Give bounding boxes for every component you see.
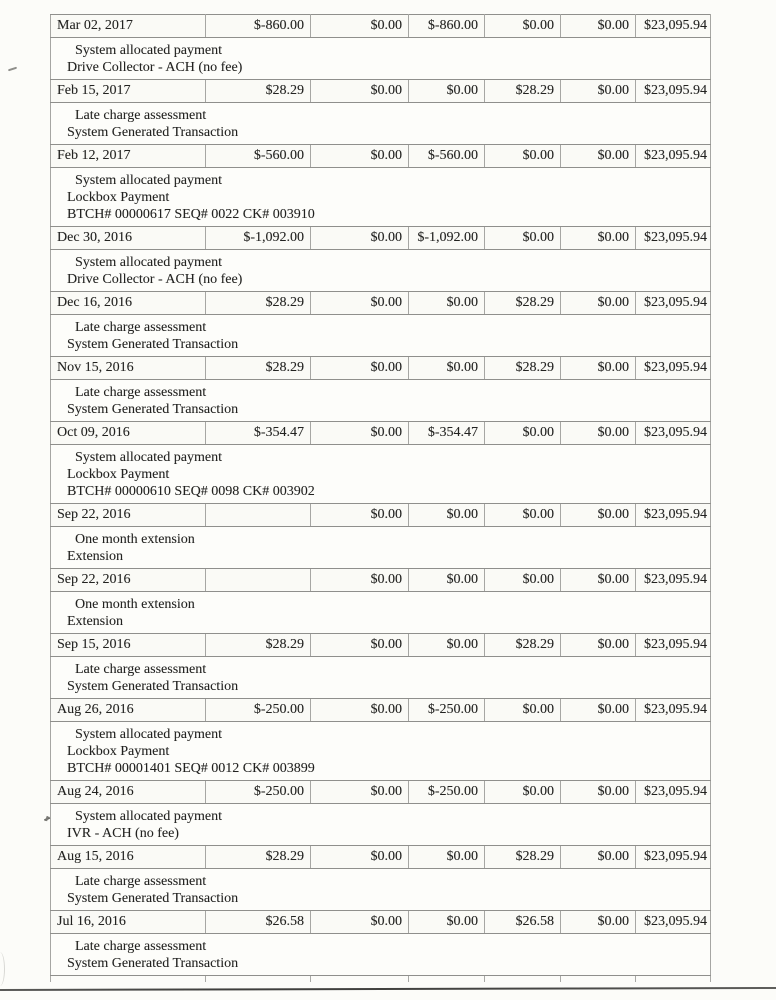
description-line: System Generated Transaction <box>67 679 239 694</box>
running-balance: $23,095.94 <box>636 80 711 103</box>
running-balance: $23,095.94 <box>636 422 711 445</box>
transaction-description-row <box>51 657 711 699</box>
amount-col-4: $28.29 <box>485 80 561 103</box>
amount-col-2: $0.00 <box>311 145 409 168</box>
transaction-row <box>51 504 711 527</box>
transaction-amount <box>206 504 311 527</box>
running-balance: $23,095.94 <box>636 15 711 38</box>
transaction-amount <box>206 569 311 592</box>
transaction-row <box>51 80 711 103</box>
transaction-amount: $-560.00 <box>206 145 311 168</box>
description-line: BTCH# 00001401 SEQ# 0012 CK# 003899 <box>67 761 315 776</box>
transaction-description <box>51 380 711 422</box>
transaction-date: Dec 16, 2016 <box>51 292 206 315</box>
amount-col-5: $0.00 <box>561 781 636 804</box>
description-line: BTCH# 00000617 SEQ# 0022 CK# 003910 <box>67 207 315 222</box>
transaction-date: Feb 15, 2017 <box>51 80 206 103</box>
amount-col-2: $0.00 <box>311 846 409 869</box>
amount-col-4: $28.29 <box>485 292 561 315</box>
transaction-date: Dec 30, 2016 <box>51 227 206 250</box>
description-line: System allocated payment <box>75 173 222 188</box>
amount-col-2: $0.00 <box>311 699 409 722</box>
transaction-row <box>51 569 711 592</box>
transaction-date: Mar 02, 2017 <box>51 15 206 38</box>
transaction-description-row <box>51 869 711 911</box>
amount-col-3: $0.00 <box>409 911 485 934</box>
transaction-description-row <box>51 38 711 80</box>
description-line: System allocated payment <box>75 727 222 742</box>
transaction-description-row <box>51 722 711 781</box>
transaction-amount: $28.29 <box>206 846 311 869</box>
amount-col-4: $28.29 <box>485 634 561 657</box>
description-line: System Generated Transaction <box>67 402 239 417</box>
amount-col-5: $0.00 <box>561 227 636 250</box>
transaction-row <box>51 145 711 168</box>
amount-col-5: $0.00 <box>561 699 636 722</box>
transaction-description <box>51 103 711 145</box>
amount-col-4: $28.29 <box>485 357 561 380</box>
transaction-amount: $28.29 <box>206 80 311 103</box>
amount-col-3: $0.00 <box>409 357 485 380</box>
partial-row-cell <box>561 976 636 982</box>
description-line: System Generated Transaction <box>67 956 239 971</box>
amount-col-4: $0.00 <box>485 699 561 722</box>
transaction-description-row <box>51 445 711 504</box>
running-balance: $23,095.94 <box>636 781 711 804</box>
amount-col-4: $0.00 <box>485 569 561 592</box>
transaction-description <box>51 445 711 504</box>
transaction-description <box>51 869 711 911</box>
transaction-date: Sep 22, 2016 <box>51 504 206 527</box>
amount-col-5: $0.00 <box>561 569 636 592</box>
amount-col-2: $0.00 <box>311 227 409 250</box>
transaction-description <box>51 804 711 846</box>
transaction-description <box>51 38 711 80</box>
transaction-date: Sep 15, 2016 <box>51 634 206 657</box>
amount-col-5: $0.00 <box>561 911 636 934</box>
description-line: Late charge assessment <box>75 939 207 954</box>
amount-col-3: $-250.00 <box>409 781 485 804</box>
amount-col-5: $0.00 <box>561 357 636 380</box>
amount-col-4: $0.00 <box>485 781 561 804</box>
running-balance: $23,095.94 <box>636 569 711 592</box>
amount-col-2: $0.00 <box>311 781 409 804</box>
description-line: System allocated payment <box>75 450 222 465</box>
description-line: System allocated payment <box>75 255 222 270</box>
amount-col-3: $0.00 <box>409 80 485 103</box>
description-line: One month extension <box>75 532 195 547</box>
transaction-date: Feb 12, 2017 <box>51 145 206 168</box>
partial-row-cell <box>636 976 711 982</box>
transaction-description-row <box>51 315 711 357</box>
amount-col-5: $0.00 <box>561 292 636 315</box>
amount-col-5: $0.00 <box>561 504 636 527</box>
amount-col-4: $0.00 <box>485 227 561 250</box>
amount-col-3: $0.00 <box>409 292 485 315</box>
partial-row-cell <box>311 976 409 982</box>
amount-col-2: $0.00 <box>311 15 409 38</box>
partial-next-row <box>51 976 711 982</box>
transaction-description <box>51 168 711 227</box>
description-line: Drive Collector - ACH (no fee) <box>67 60 243 75</box>
amount-col-3: $-250.00 <box>409 699 485 722</box>
transaction-amount: $26.58 <box>206 911 311 934</box>
amount-col-2: $0.00 <box>311 911 409 934</box>
amount-col-2: $0.00 <box>311 80 409 103</box>
amount-col-4: $28.29 <box>485 846 561 869</box>
amount-col-5: $0.00 <box>561 80 636 103</box>
transaction-amount: $-354.47 <box>206 422 311 445</box>
running-balance: $23,095.94 <box>636 634 711 657</box>
amount-col-4: $26.58 <box>485 911 561 934</box>
transaction-amount: $28.29 <box>206 292 311 315</box>
amount-col-2: $0.00 <box>311 634 409 657</box>
description-line: Extension <box>67 614 123 629</box>
transaction-history-table <box>50 14 711 982</box>
transaction-description-row <box>51 527 711 569</box>
transaction-row <box>51 227 711 250</box>
description-line: System Generated Transaction <box>67 125 239 140</box>
transaction-date: Aug 15, 2016 <box>51 846 206 869</box>
transaction-description <box>51 934 711 976</box>
description-line: Lockbox Payment <box>67 190 170 205</box>
transaction-description-row <box>51 250 711 292</box>
scan-artifact-asterisk-mark <box>44 816 51 821</box>
transaction-description <box>51 592 711 634</box>
scan-artifact-corner-smudge <box>0 952 5 986</box>
description-line: System Generated Transaction <box>67 337 239 352</box>
transaction-row <box>51 781 711 804</box>
amount-col-3: $-860.00 <box>409 15 485 38</box>
amount-col-2: $0.00 <box>311 357 409 380</box>
scan-page-edge-line <box>0 987 776 991</box>
running-balance: $23,095.94 <box>636 357 711 380</box>
partial-row-cell <box>485 976 561 982</box>
description-line: Late charge assessment <box>75 662 207 677</box>
partial-row-cell <box>409 976 485 982</box>
partial-row-cell <box>51 976 206 982</box>
transaction-date: Jul 16, 2016 <box>51 911 206 934</box>
amount-col-3: $-560.00 <box>409 145 485 168</box>
transaction-description-row <box>51 592 711 634</box>
running-balance: $23,095.94 <box>636 699 711 722</box>
transaction-date: Sep 22, 2016 <box>51 569 206 592</box>
amount-col-4: $0.00 <box>485 504 561 527</box>
description-line: Extension <box>67 549 123 564</box>
transaction-description <box>51 250 711 292</box>
amount-col-3: $-1,092.00 <box>409 227 485 250</box>
amount-col-4: $0.00 <box>485 15 561 38</box>
transaction-row <box>51 357 711 380</box>
amount-col-5: $0.00 <box>561 422 636 445</box>
transaction-row <box>51 634 711 657</box>
running-balance: $23,095.94 <box>636 227 711 250</box>
transaction-row <box>51 292 711 315</box>
running-balance: $23,095.94 <box>636 292 711 315</box>
amount-col-5: $0.00 <box>561 145 636 168</box>
amount-col-5: $0.00 <box>561 634 636 657</box>
description-line: One month extension <box>75 597 195 612</box>
transaction-date: Nov 15, 2016 <box>51 357 206 380</box>
transaction-description-row <box>51 103 711 145</box>
transaction-row <box>51 699 711 722</box>
transaction-amount: $28.29 <box>206 634 311 657</box>
amount-col-3: $0.00 <box>409 846 485 869</box>
amount-col-2: $0.00 <box>311 504 409 527</box>
transaction-date: Aug 26, 2016 <box>51 699 206 722</box>
amount-col-4: $0.00 <box>485 422 561 445</box>
amount-col-4: $0.00 <box>485 145 561 168</box>
amount-col-3: $0.00 <box>409 634 485 657</box>
description-line: System allocated payment <box>75 809 222 824</box>
transaction-amount: $-860.00 <box>206 15 311 38</box>
transaction-row <box>51 422 711 445</box>
transaction-amount: $-250.00 <box>206 781 311 804</box>
description-line: Lockbox Payment <box>67 467 170 482</box>
amount-col-2: $0.00 <box>311 292 409 315</box>
description-line: Late charge assessment <box>75 385 207 400</box>
running-balance: $23,095.94 <box>636 911 711 934</box>
partial-row-cell <box>206 976 311 982</box>
transaction-row <box>51 911 711 934</box>
transaction-description-row <box>51 934 711 976</box>
amount-col-2: $0.00 <box>311 569 409 592</box>
amount-col-3: $0.00 <box>409 504 485 527</box>
transaction-description-row <box>51 380 711 422</box>
description-line: System allocated payment <box>75 43 222 58</box>
amount-col-3: $0.00 <box>409 569 485 592</box>
transaction-amount: $-250.00 <box>206 699 311 722</box>
running-balance: $23,095.94 <box>636 846 711 869</box>
transaction-date: Aug 24, 2016 <box>51 781 206 804</box>
description-line: Late charge assessment <box>75 108 207 123</box>
description-line: System Generated Transaction <box>67 891 239 906</box>
transaction-description <box>51 527 711 569</box>
transaction-description <box>51 657 711 699</box>
transaction-description <box>51 315 711 357</box>
amount-col-5: $0.00 <box>561 15 636 38</box>
description-line: Late charge assessment <box>75 320 207 335</box>
transaction-row <box>51 846 711 869</box>
running-balance: $23,095.94 <box>636 504 711 527</box>
description-line: BTCH# 00000610 SEQ# 0098 CK# 003902 <box>67 484 315 499</box>
amount-col-3: $-354.47 <box>409 422 485 445</box>
transaction-description <box>51 722 711 781</box>
description-line: Lockbox Payment <box>67 744 170 759</box>
transaction-description-row <box>51 804 711 846</box>
transaction-amount: $-1,092.00 <box>206 227 311 250</box>
description-line: Drive Collector - ACH (no fee) <box>67 272 243 287</box>
amount-col-2: $0.00 <box>311 422 409 445</box>
amount-col-5: $0.00 <box>561 846 636 869</box>
transaction-row <box>51 15 711 38</box>
transaction-date: Oct 09, 2016 <box>51 422 206 445</box>
transaction-amount: $28.29 <box>206 357 311 380</box>
transaction-description-row <box>51 168 711 227</box>
description-line: IVR - ACH (no fee) <box>67 826 179 841</box>
scan-artifact-margin-dash <box>8 67 17 72</box>
description-line: Late charge assessment <box>75 874 207 889</box>
running-balance: $23,095.94 <box>636 145 711 168</box>
